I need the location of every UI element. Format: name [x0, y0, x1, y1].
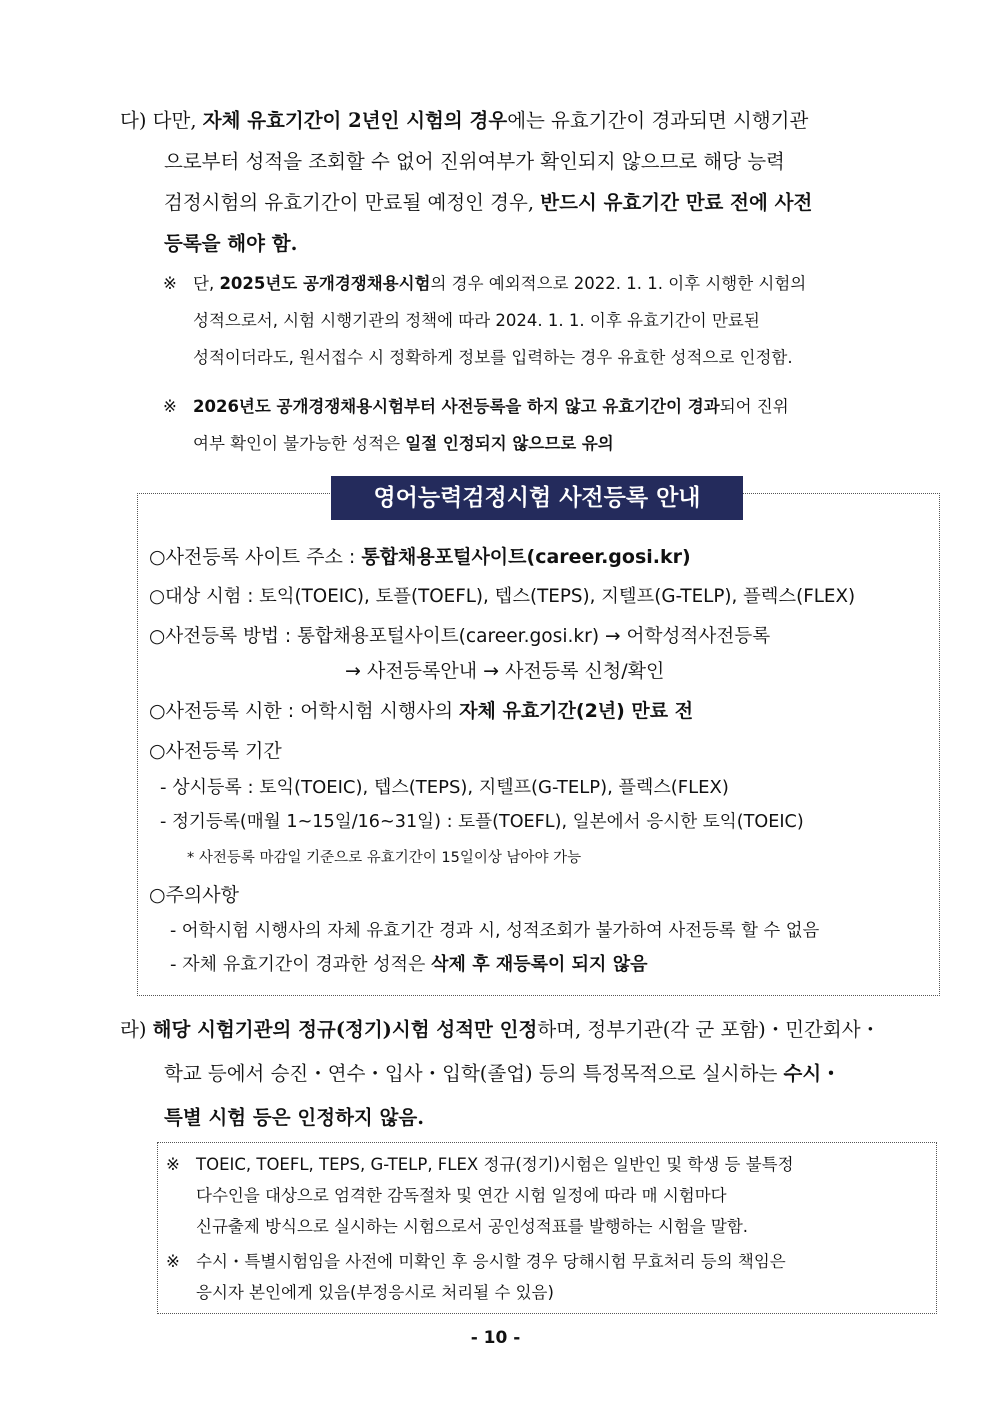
- emphasis-text: 반드시 유효기간 만료 전에 사전: [540, 191, 813, 214]
- exam-note-1-line-1: [166, 1149, 794, 1180]
- guide-method-line-2: → 사전등록안내 → 사전등록 신청/확인: [345, 660, 665, 682]
- text: TOEIC, TOEFL, TEPS, G-TELP, FLEX 정규(정기)시험은 일반인 및 학생 등 불특정: [196, 1155, 794, 1174]
- guide-deadline: [149, 692, 693, 730]
- exam-note-1-line-2: 다수인을 대상으로 엄격한 감독절차 및 연간 시험 일정에 따라 매 시험마다: [196, 1186, 727, 1205]
- exam-note-2-line-1: [166, 1246, 786, 1277]
- text: 검정시험의 유효기간이 만료될 예정인 경우,: [164, 191, 541, 214]
- reference-mark-icon: ※: [163, 274, 177, 293]
- section-c-line-3: [120, 182, 950, 223]
- guide-period-note: * 사전등록 마감일 기준으로 유효기간이 15일이상 남아야 가능: [187, 850, 582, 866]
- guide-period-always: - 상시등록 : 토익(TOEIC), 텝스(TEPS), 지텔프(G-TELP), 플렉스(FLEX): [160, 777, 729, 798]
- text: 의 경우 예외적으로 2022. 1. 1. 이후 시행한 시험의: [430, 274, 807, 293]
- text: - 자체 유효기간이 경과한 성적은: [170, 954, 432, 975]
- guide-caution-2: [170, 947, 648, 983]
- section-c-line-1: [120, 100, 950, 141]
- exam-note-1-line-3: 신규출제 방식으로 실시하는 시험으로서 공인성적표를 발행하는 시험을 말함.: [196, 1217, 749, 1236]
- text: 하며, 정부기관(각 군 포함)・민간회사・: [537, 1018, 881, 1041]
- note-line: [163, 425, 953, 462]
- section-c-note-2: [163, 388, 953, 462]
- emphasis-text: 2025년도 공개경쟁채용시험: [219, 274, 431, 293]
- text: 되어 진위: [719, 397, 789, 416]
- section-c-line-4: 등록을 해야 함.: [164, 232, 298, 255]
- section-d-paragraph: [120, 1008, 950, 1140]
- guide-period-regular: - 정기등록(매월 1~15일/16~31일) : 토플(TOEFL), 일본에서 응시한 토익(TOEIC): [160, 812, 804, 832]
- emphasis-text: 자체 유효기간이 2년인 시험의 경우: [202, 109, 508, 132]
- emphasis-text: 2026년도 공개경쟁채용시험부터 사전등록을 하지 않고 유효기간이 경과: [193, 397, 720, 416]
- section-c-paragraph: [120, 100, 950, 264]
- note-line: 성적으로서, 시험 시행기관의 정책에 따라 2024. 1. 1. 이후 유효기간이 만료된: [193, 311, 760, 330]
- section-c-marker: 다): [120, 109, 147, 132]
- section-d-line-1: [120, 1008, 950, 1052]
- emphasis-text: 일절 인정되지 않으므로 유의: [405, 434, 614, 453]
- guide-caution: ○주의사항: [149, 884, 239, 906]
- emphasis-text: 수시・: [783, 1062, 841, 1085]
- reference-mark-icon: ※: [166, 1252, 180, 1271]
- text: ○사전등록 사이트 주소 :: [149, 546, 362, 568]
- section-c-note-1: [163, 265, 953, 376]
- reference-mark-icon: ※: [166, 1155, 180, 1174]
- text: 단,: [193, 274, 220, 293]
- reference-mark-icon: ※: [163, 397, 177, 416]
- guide-caution-1: - 어학시험 시행사의 자체 유효기간 경과 시, 성적조회가 불가하여 사전등록 할 수 없음: [170, 921, 820, 941]
- text: 학교 등에서 승진・연수・입사・입학(졸업) 등의 특정목적으로 실시하는: [164, 1062, 784, 1085]
- emphasis-text: 자체 유효기간(2년) 만료 전: [459, 700, 694, 722]
- emphasis-text: 통합채용포털사이트(career.gosi.kr): [361, 546, 691, 568]
- note-line: [163, 265, 953, 302]
- note-line: [163, 388, 953, 425]
- section-c-line-2: 으로부터 성적을 조회할 수 없어 진위여부가 확인되지 않으므로 해당 능력: [164, 150, 785, 173]
- guide-target-tests: ○대상 시험 : 토익(TOEIC), 토플(TOEFL), 텝스(TEPS), 지텔프(G-TELP), 플렉스(FLEX): [149, 586, 856, 607]
- emphasis-text: 해당 시험기관의 정규(정기)시험 성적만 인정: [152, 1018, 538, 1041]
- text: 여부 확인이 불가능한 성적은: [193, 434, 406, 453]
- text: 에는 유효기간이 경과되면 시행기관: [507, 109, 809, 132]
- section-d-line-3: 특별 시험 등은 인정하지 않음.: [164, 1106, 424, 1129]
- text: 다만,: [146, 109, 203, 132]
- registration-guide-title: 영어능력검정시험 사전등록 안내: [331, 476, 743, 520]
- section-d-marker: 라): [120, 1018, 147, 1041]
- page-number: - 10 -: [470, 1328, 521, 1348]
- note-line: 성적이더라도, 원서접수 시 정확하게 정보를 입력하는 경우 유효한 성적으로 인정함.: [193, 348, 793, 367]
- text: ○사전등록 시한 : 어학시험 시행사의: [149, 700, 460, 722]
- section-d-line-2: [120, 1052, 950, 1096]
- exam-note-2-line-2: 응시자 본인에게 있음(부정응시로 처리될 수 있음): [196, 1283, 554, 1302]
- emphasis-text: 삭제 후 재등록이 되지 않음: [431, 954, 648, 975]
- guide-site: [149, 538, 691, 576]
- text: 수시・특별시험임을 사전에 미확인 후 응시할 경우 당해시험 무효처리 등의 책임은: [196, 1252, 786, 1271]
- guide-period: ○사전등록 기간: [149, 740, 282, 762]
- guide-method-line-1: ○사전등록 방법 : 통합채용포털사이트(career.gosi.kr) → 어학성적사전등록: [149, 626, 771, 647]
